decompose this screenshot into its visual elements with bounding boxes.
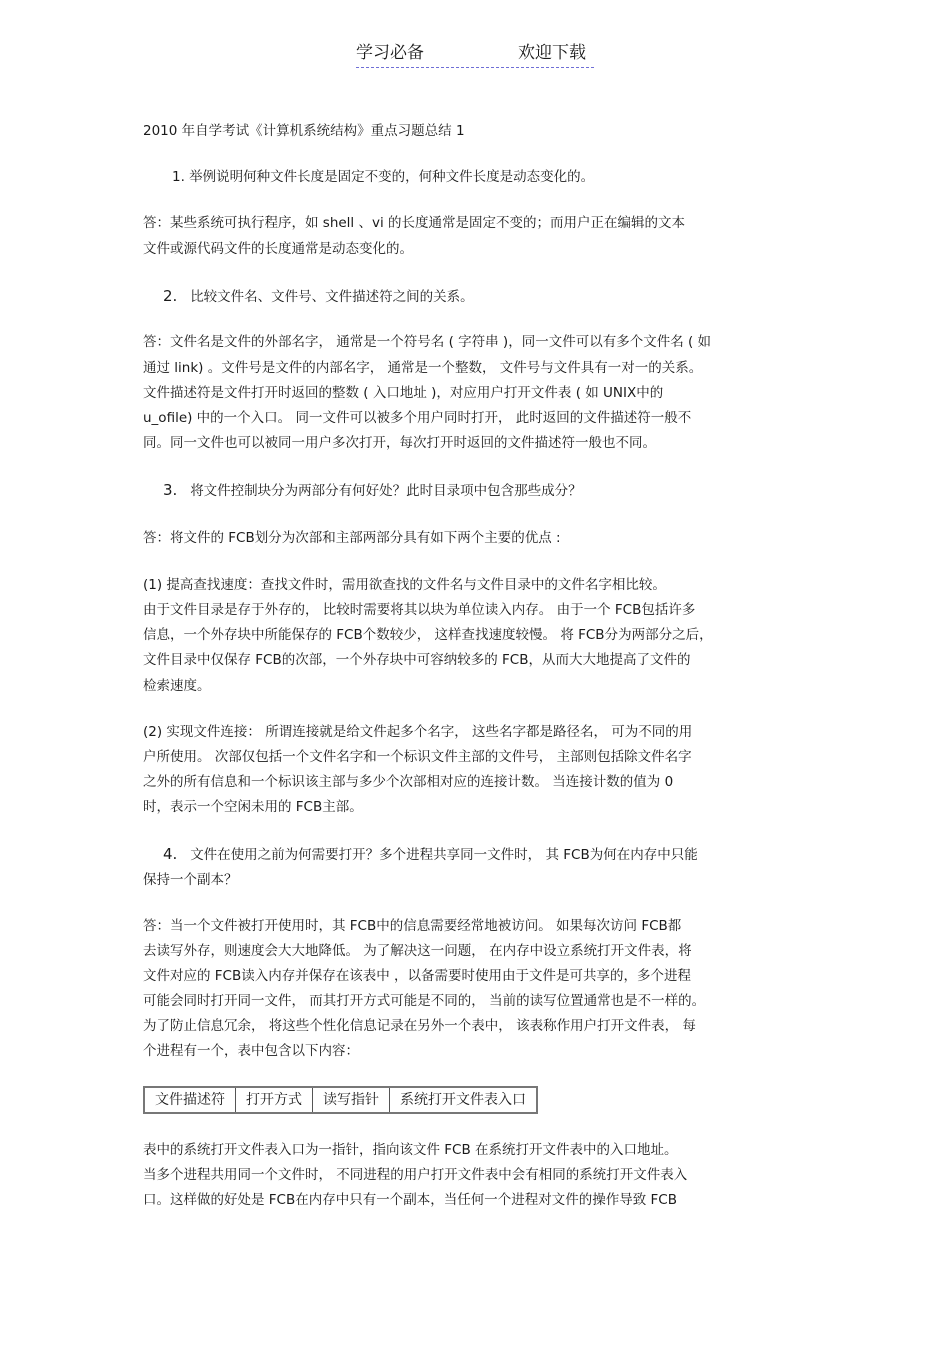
question-2-number: 2. xyxy=(163,287,178,305)
question-3-text: 将文件控制块分为两部分有何好处？此时目录项中包含那些成分？ xyxy=(190,483,582,499)
answer-4-line-4: 可能会同时打开同一文件， 而其打开方式可能是不同的， 当前的读写位置通常也是不一样的。 xyxy=(143,993,706,1009)
question-4-line-2: 保持一个副本？ xyxy=(143,872,238,888)
question-4-number: 4. xyxy=(163,845,178,863)
tail-line-3: 口。这样做的好处是 FCB在内存中只有一个副本，当任何一个进程对文件的操作导致 FCB xyxy=(143,1192,677,1208)
point-1-line-3: 信息，一个外存块中所能保存的 FCB个数较少， 这样查找速度较慢。 将 FCB分为两部分之后， xyxy=(143,627,713,643)
header-right-text: 欢迎下载 xyxy=(518,43,586,63)
point-1-line-4: 文件目录中仅保存 FCB的次部，一个外存块中可容纳较多的 FCB，从而大大地提高了文件的 xyxy=(143,652,691,668)
question-2-text: 比较文件名、文件号、文件描述符之间的关系。 xyxy=(190,289,474,305)
document-title: 2010 年自学考试《计算机系统结构》重点习题总结 1 xyxy=(143,123,465,139)
table-cell-system-entry: 系统打开文件表入口 xyxy=(400,1092,526,1108)
question-2 xyxy=(163,286,474,307)
point-1-line-5: 检索速度。 xyxy=(143,678,211,694)
answer-3-intro: 答：将文件的 FCB划分为次部和主部两部分具有如下两个主要的优点 : xyxy=(143,530,561,546)
question-4-line-1 xyxy=(163,844,698,865)
answer-4-line-1: 答：当一个文件被打开使用时，其 FCB中的信息需要经常地被访问。 如果每次访问 FCB都 xyxy=(143,918,682,934)
question-3-number: 3. xyxy=(163,481,178,499)
answer-4-line-2: 去读写外存，则速度会大大地降低。 为了解决这一问题， 在内存中设立系统打开文件表，将 xyxy=(143,943,692,959)
answer-1-line-2: 文件或源代码文件的长度通常是动态变化的。 xyxy=(143,241,413,257)
user-open-file-table xyxy=(143,1086,538,1114)
point-1-line-1: (1) 提高查找速度：查找文件时，需用欲查找的文件名与文件目录中的文件名字相比较。 xyxy=(143,577,666,593)
answer-4-line-6: 个进程有一个，表中包含以下内容： xyxy=(143,1043,359,1059)
tail-line-2: 当多个进程共用同一个文件时， 不同进程的用户打开文件表中会有相同的系统打开文件表入 xyxy=(143,1167,688,1183)
table-cell-file-descriptor: 文件描述符 xyxy=(145,1088,236,1112)
point-2-line-2: 户所使用。 次部仅包括一个文件名字和一个标识文件主部的文件号， 主部则包括除文件名字 xyxy=(143,749,692,765)
point-2-line-4: 时，表示一个空闲未用的 FCB主部。 xyxy=(143,799,363,815)
answer-2-line-3: 文件描述符是文件打开时返回的整数 ( 入口地址 )，对应用户打开文件表 ( 如 UNIX中的 xyxy=(143,385,664,401)
header-left-text: 学习必备 xyxy=(356,43,424,63)
table-row xyxy=(145,1088,536,1112)
page-header xyxy=(356,41,594,68)
question-3 xyxy=(163,480,582,501)
question-1: 1. 举例说明何种文件长度是固定不变的，何种文件长度是动态变化的。 xyxy=(172,169,595,185)
point-2-line-1: (2) 实现文件连接： 所谓连接就是给文件起多个名字， 这些名字都是路径名， 可为不同的用 xyxy=(143,724,693,740)
answer-4-line-5: 为了防止信息冗余， 将这些个性化信息记录在另外一个表中， 该表称作用户打开文件表， 每 xyxy=(143,1018,696,1034)
answer-2-line-4: u_ofile) 中的一个入口。 同一文件可以被多个用户同时打开， 此时返回的文件描述符一般不 xyxy=(143,410,692,426)
table-cell-open-mode: 打开方式 xyxy=(236,1088,313,1112)
point-2-line-3: 之外的所有信息和一个标识该主部与多少个次部相对应的连接计数。 当连接计数的值为 0 xyxy=(143,774,674,790)
tail-line-1: 表中的系统打开文件表入口为一指针，指向该文件 FCB 在系统打开文件表中的入口地址。 xyxy=(143,1142,678,1158)
answer-2-line-2: 通过 link) 。文件号是文件的内部名字， 通常是一个整数， 文件号与文件具有一对一的关系。 xyxy=(143,360,703,376)
answer-4-line-3: 文件对应的 FCB读入内存并保存在该表中 ，以备需要时使用由于文件是可共享的，多个进程 xyxy=(143,968,692,984)
table-cell-rw-pointer: 读写指针 xyxy=(313,1088,390,1112)
answer-2-line-1: 答：文件名是文件的外部名字， 通常是一个符号名 ( 字符串 )，同一文件可以有多个文件名 ( 如 xyxy=(143,334,712,350)
point-1-line-2: 由于文件目录是存于外存的， 比较时需要将其以块为单位读入内存。 由于一个 FCB包括许多 xyxy=(143,602,696,618)
question-4-text: 文件在使用之前为何需要打开？多个进程共享同一文件时， 其 FCB为何在内存中只能 xyxy=(190,847,698,863)
answer-2-line-5: 同。同一文件也可以被同一用户多次打开，每次打开时返回的文件描述符一般也不同。 xyxy=(143,435,656,451)
answer-1-line-1: 答：某些系统可执行程序，如 shell 、vi 的长度通常是固定不变的；而用户正在编辑的文本 xyxy=(143,215,686,231)
